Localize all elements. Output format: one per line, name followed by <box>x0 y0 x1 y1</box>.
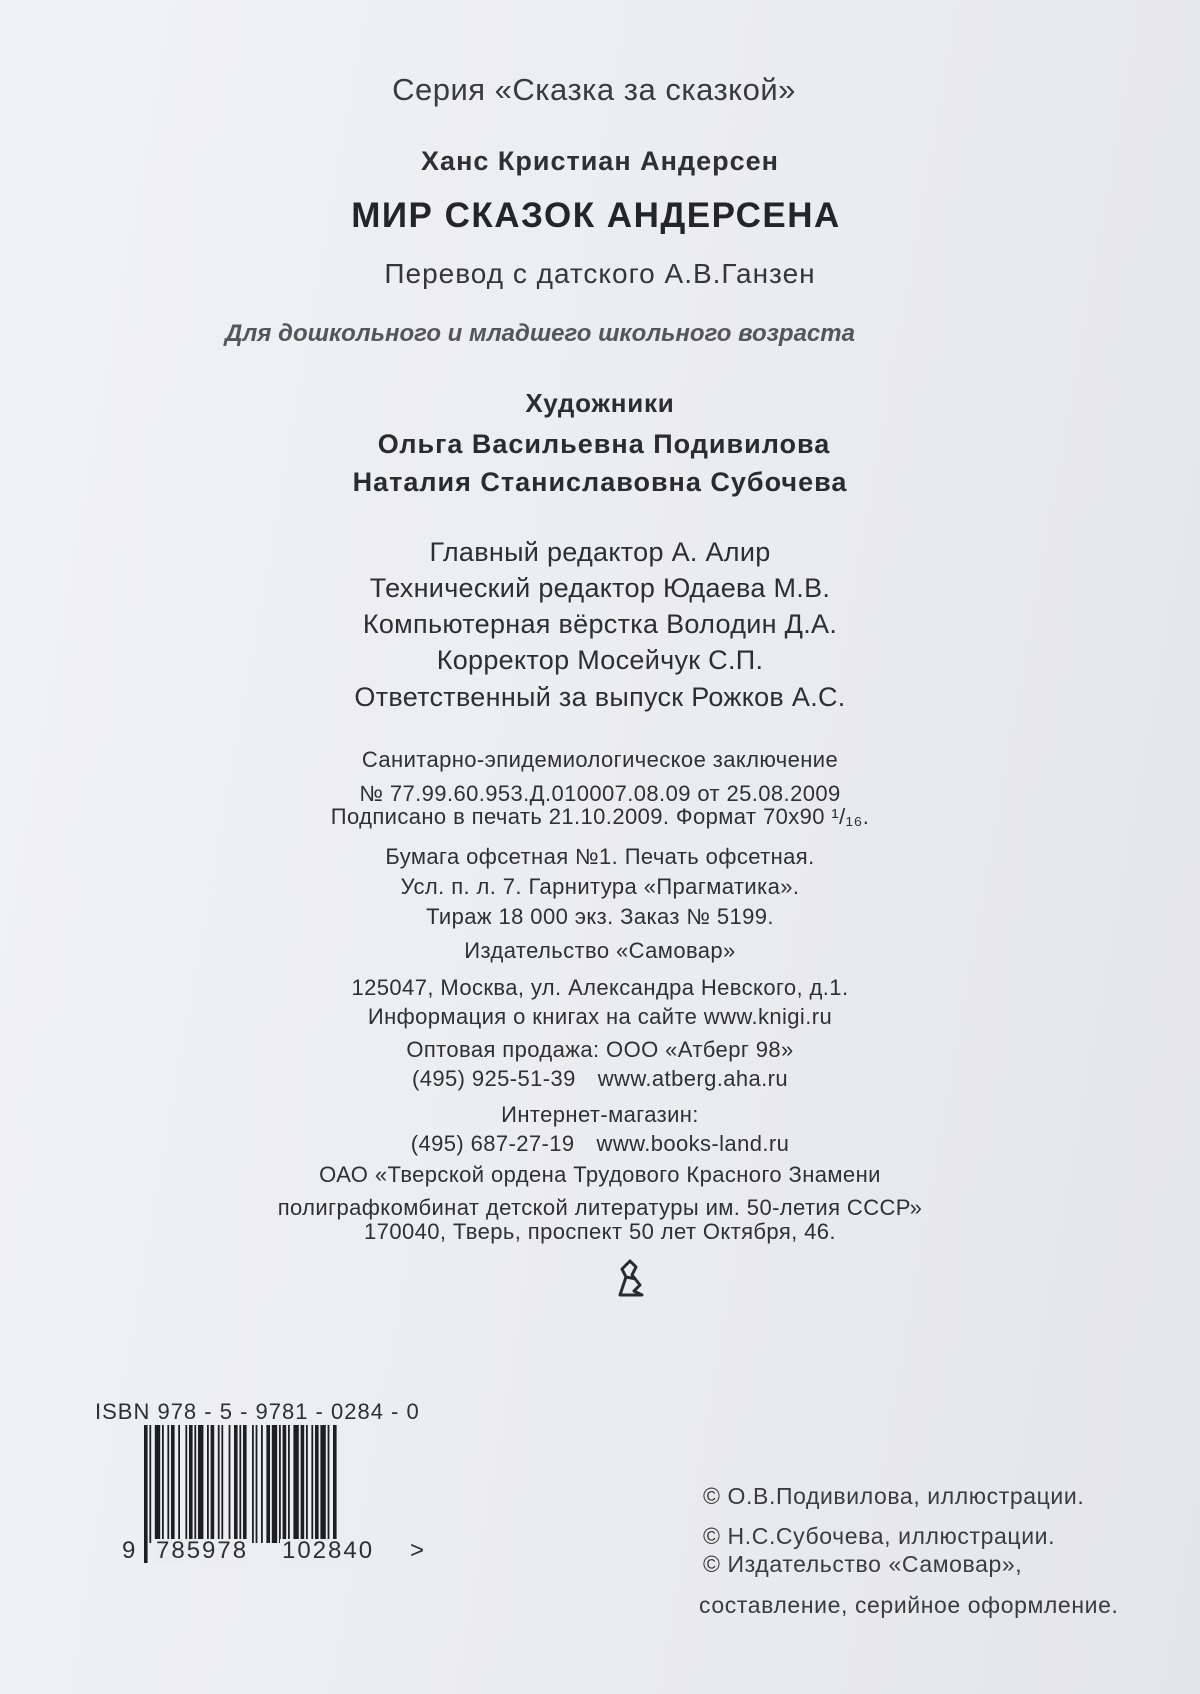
barcode-bar <box>279 1425 281 1543</box>
copyright-line: © Издательство «Самовар», <box>703 1551 1023 1577</box>
translation-credit: Перевод с датского А.В.Ганзен <box>384 258 816 289</box>
barcode-bar <box>306 1425 308 1543</box>
editor-credit: Технический редактор Юдаева М.В. <box>369 573 831 603</box>
barcode-bar <box>288 1425 290 1543</box>
copyright-line: © Н.С.Субочева, иллюстрации. <box>703 1523 1056 1549</box>
author-name: Ханс Кристиан Андерсен <box>421 146 779 176</box>
barcode-bar <box>207 1425 209 1543</box>
ean-left-digits: 785978 <box>156 1537 249 1564</box>
barcode-bar <box>234 1425 238 1543</box>
editor-credit: Ответственный за выпуск Рожков А.С. <box>354 682 846 712</box>
copyright-line: © О.В.Подивилова, иллюстрации. <box>703 1483 1085 1509</box>
barcode-bar <box>144 1425 148 1563</box>
shop-site: www.books-land.ru <box>596 1131 790 1156</box>
sanitary-number: № 77.99.60.953.Д.010007.08.09 от 25.08.2009 <box>359 781 841 806</box>
publisher-address: 125047, Москва, ул. Александра Невского, д.1. <box>351 975 849 1000</box>
editor-credit: Главный редактор А. Алир <box>429 537 771 567</box>
artists-heading: Художники <box>525 388 675 418</box>
printer-name-cont: полиграфкомбинат детской литературы им. 50-летия СССР» <box>277 1195 923 1220</box>
barcode-bar <box>198 1425 203 1543</box>
ean-right-digits: 102840 <box>282 1537 375 1564</box>
wholesale-contacts <box>0 1068 1200 1090</box>
barcode-bar <box>185 1425 187 1543</box>
barcode-bar <box>252 1425 254 1543</box>
barcode-bar <box>272 1425 277 1543</box>
signed-to-print: Подписано в печать 21.10.2009. Формат 70х90 ¹/₁₆. <box>330 804 870 829</box>
barcode-bar <box>266 1425 270 1543</box>
sanitary-conclusion: Санитарно-эпидемиологическое заключение <box>361 747 839 772</box>
wholesale-phone: (495) 925-51-39 <box>411 1066 576 1091</box>
online-shop-label: Интернет-магазин: <box>501 1102 699 1127</box>
copyright-line: составление, серийное оформление. <box>699 1592 1119 1618</box>
isbn-number: ISBN 978 - 5 - 9781 - 0284 - 0 <box>95 1399 420 1424</box>
ean-first-digit: 9 <box>122 1537 138 1564</box>
barcode-bar <box>311 1425 313 1543</box>
barcode-bar <box>320 1425 325 1543</box>
wholesale-site: www.atberg.aha.ru <box>597 1066 788 1091</box>
barcode-bar <box>155 1425 160 1543</box>
barcode-bar <box>256 1425 258 1543</box>
print-sheets-info: Усл. п. л. 7. Гарнитура «Прагматика». <box>400 874 800 899</box>
print-run-info: Тираж 18 000 экз. Заказ № 5199. <box>426 904 774 929</box>
barcode-bar <box>167 1425 169 1543</box>
online-shop-contacts <box>0 1133 1200 1155</box>
barcode-bar <box>218 1425 220 1543</box>
barcode-bar <box>283 1425 287 1543</box>
wholesale-info: Оптовая продажа: ООО «Атберг 98» <box>406 1037 794 1062</box>
editor-credit: Корректор Мосейчук С.П. <box>436 645 764 675</box>
barcode-bar <box>221 1425 223 1543</box>
artist-name: Наталия Станиславовна Субочева <box>352 467 848 497</box>
book-title: МИР СКАЗОК АНДЕРСЕНА <box>351 196 841 235</box>
printer-name: ОАО «Тверской ордена Трудового Красного Знамени <box>319 1162 881 1187</box>
barcode-bar <box>293 1425 298 1543</box>
barcode-bar <box>261 1425 263 1543</box>
website-info: Информация о книгах на сайте www.knigi.ru <box>367 1004 833 1029</box>
shop-phone: (495) 687-27-19 <box>410 1131 575 1156</box>
printer-address: 170040, Тверь, проспект 50 лет Октября, 46. <box>364 1219 836 1244</box>
artist-name: Ольга Васильевна Подивилова <box>377 429 831 459</box>
printer-logo-icon <box>612 1255 652 1299</box>
paper-info: Бумага офсетная №1. Печать офсетная. <box>385 844 815 869</box>
editor-credit: Компьютерная вёрстка Володин Д.А. <box>362 609 838 639</box>
barcode-bar <box>243 1425 247 1543</box>
publisher-name: Издательство «Самовар» <box>464 938 736 963</box>
barcode-bar <box>194 1425 196 1543</box>
barcode-bar <box>315 1425 319 1543</box>
barcode-bar <box>301 1425 305 1543</box>
barcode-bar <box>211 1425 215 1543</box>
ean-quiet-zone-marker: > <box>410 1537 427 1564</box>
age-recommendation: Для дошкольного и младшего школьного возраста <box>225 320 855 347</box>
barcode-bar <box>178 1425 180 1543</box>
barcode-bar <box>328 1425 330 1543</box>
barcode-bar <box>149 1425 151 1543</box>
barcode-bar <box>162 1425 164 1543</box>
barcode-bar <box>189 1425 193 1543</box>
series-name: Серия «Сказка за сказкой» <box>392 72 796 107</box>
barcode-bar <box>229 1425 231 1543</box>
barcode-bar <box>171 1425 175 1543</box>
